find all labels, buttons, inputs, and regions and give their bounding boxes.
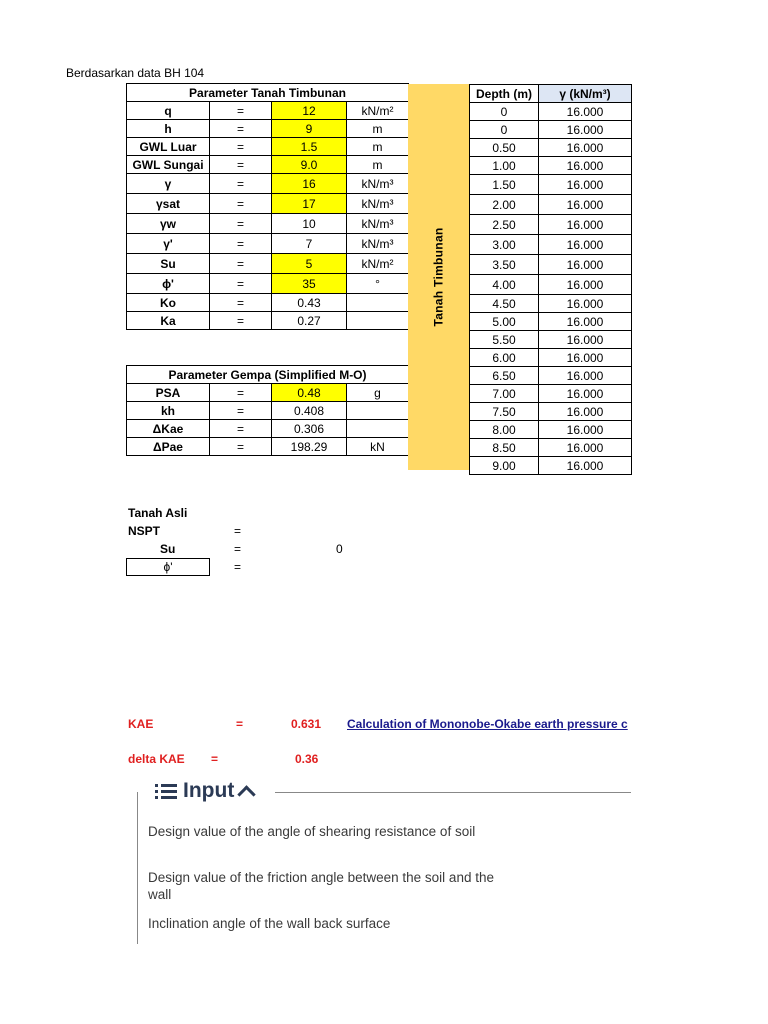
- param-name: GWL Luar: [127, 138, 210, 156]
- su-value: 0: [336, 542, 343, 556]
- param-value[interactable]: 9: [272, 120, 347, 138]
- gamma-cell: 16.000: [539, 235, 632, 255]
- table-row: [127, 420, 409, 438]
- gamma-cell: 16.000: [539, 139, 632, 157]
- param-value[interactable]: 5: [272, 254, 347, 274]
- gamma-cell: 16.000: [539, 121, 632, 139]
- input-item-shearing-angle: Design value of the angle of shearing resistance of soil: [148, 824, 476, 839]
- param-name: ΔKae: [127, 420, 210, 438]
- fill-band-label: [408, 84, 469, 470]
- param-value: 0.27: [272, 312, 347, 330]
- fill-label-text: Tanah Timbunan: [431, 227, 446, 327]
- param-unit: kN/m³: [347, 194, 409, 214]
- depth-cell: 3.00: [470, 235, 539, 255]
- param-value[interactable]: 1.5: [272, 138, 347, 156]
- table-row: [470, 295, 632, 313]
- param-name: Ko: [127, 294, 210, 312]
- table-row: [470, 367, 632, 385]
- phi-cell[interactable]: ϕ': [126, 558, 210, 576]
- param-name: ϕ': [127, 274, 210, 294]
- param-value[interactable]: 16: [272, 174, 347, 194]
- param-unit: [347, 294, 409, 312]
- depth-cell: 0: [470, 103, 539, 121]
- param-unit: kN/m³: [347, 214, 409, 234]
- gamma-cell: 16.000: [539, 175, 632, 195]
- param-unit: kN/m²: [347, 254, 409, 274]
- param-name: γ': [127, 234, 210, 254]
- param-unit: [347, 402, 409, 420]
- equals: =: [210, 384, 272, 402]
- depth-cell: 0: [470, 121, 539, 139]
- su-equals: =: [234, 542, 242, 556]
- param-name: γw: [127, 214, 210, 234]
- nspt-equals: =: [234, 524, 242, 538]
- table-row: [127, 194, 409, 214]
- param-value: 0.306: [272, 420, 347, 438]
- table-row: [470, 121, 632, 139]
- param-value: 7: [272, 234, 347, 254]
- depth-cell: 4.50: [470, 295, 539, 313]
- table-row: [127, 294, 409, 312]
- table-row: [127, 234, 409, 254]
- param-value[interactable]: 9.0: [272, 156, 347, 174]
- depth-cell: 8.50: [470, 439, 539, 457]
- param-unit: °: [347, 274, 409, 294]
- equals: =: [210, 254, 272, 274]
- param-unit: kN/m³: [347, 174, 409, 194]
- param-unit: [347, 420, 409, 438]
- input-panel-divider: [275, 792, 631, 793]
- depth-cell: 4.00: [470, 275, 539, 295]
- depth-cell: 6.50: [470, 367, 539, 385]
- gamma-cell: 16.000: [539, 421, 632, 439]
- equals: =: [210, 102, 272, 120]
- table-row: [127, 120, 409, 138]
- param-unit: [347, 312, 409, 330]
- param-value[interactable]: 35: [272, 274, 347, 294]
- depth-cell: 8.00: [470, 421, 539, 439]
- chevron-up-icon[interactable]: [238, 785, 256, 803]
- param-unit: m: [347, 120, 409, 138]
- list-icon: [155, 783, 177, 799]
- equals: =: [210, 174, 272, 194]
- table-row: [470, 331, 632, 349]
- param-value[interactable]: 12: [272, 102, 347, 120]
- param-unit: kN: [347, 438, 409, 456]
- gamma-cell: 16.000: [539, 313, 632, 331]
- gamma-cell: 16.000: [539, 331, 632, 349]
- delta-kae-equals: =: [211, 752, 219, 766]
- table-row: [470, 215, 632, 235]
- table-row: [470, 457, 632, 475]
- depth-cell: 2.00: [470, 195, 539, 215]
- param-name: Su: [127, 254, 210, 274]
- equals: =: [210, 312, 272, 330]
- table-row: [127, 254, 409, 274]
- delta-kae-value: 0.36: [295, 752, 319, 766]
- equals: =: [210, 274, 272, 294]
- param-value: 0.408: [272, 402, 347, 420]
- depth-cell: 2.50: [470, 215, 539, 235]
- param-name: PSA: [127, 384, 210, 402]
- param-name: GWL Sungai: [127, 156, 210, 174]
- table-row: [470, 139, 632, 157]
- equals: =: [210, 234, 272, 254]
- depth-cell: 1.50: [470, 175, 539, 195]
- table-row: [127, 274, 409, 294]
- kae-value: 0.631: [291, 717, 322, 731]
- table-row: [127, 214, 409, 234]
- nspt-label: NSPT: [128, 524, 161, 538]
- gamma-cell: 16.000: [539, 367, 632, 385]
- table-row: [470, 255, 632, 275]
- gamma-cell: 16.000: [539, 215, 632, 235]
- param-value[interactable]: 0.48: [272, 384, 347, 402]
- param-name: q: [127, 102, 210, 120]
- gamma-cell: 16.000: [539, 275, 632, 295]
- param-unit: g: [347, 384, 409, 402]
- param-value: 0.43: [272, 294, 347, 312]
- equals: =: [210, 156, 272, 174]
- param-unit: m: [347, 156, 409, 174]
- param-value: 198.29: [272, 438, 347, 456]
- table-row: [127, 384, 409, 402]
- kae-label: KAE: [128, 717, 154, 731]
- table-row: [127, 402, 409, 420]
- depth-cell: 5.00: [470, 313, 539, 331]
- equals: =: [210, 294, 272, 312]
- param-name: γ: [127, 174, 210, 194]
- gamma-col-header: γ (kN/m³): [539, 85, 632, 103]
- depth-cell: 5.50: [470, 331, 539, 349]
- gamma-cell: 16.000: [539, 157, 632, 175]
- table-row: [470, 235, 632, 255]
- equals: =: [210, 214, 272, 234]
- gamma-cell: 16.000: [539, 195, 632, 215]
- table-row: [470, 403, 632, 421]
- depth-table: [469, 84, 632, 475]
- table-row: [470, 175, 632, 195]
- gamma-cell: 16.000: [539, 103, 632, 121]
- depth-cell: 7.50: [470, 403, 539, 421]
- depth-cell: 1.00: [470, 157, 539, 175]
- table-row: [470, 313, 632, 331]
- table-row: [127, 156, 409, 174]
- equals: =: [210, 120, 272, 138]
- table-row: [470, 157, 632, 175]
- soil-table-header: Parameter Tanah Timbunan: [127, 84, 409, 102]
- quake-parameter-table: [126, 365, 409, 456]
- table-row: [470, 195, 632, 215]
- input-panel-header[interactable]: [155, 779, 259, 803]
- su-label: Su: [160, 542, 176, 556]
- equals: =: [210, 194, 272, 214]
- equals: =: [210, 420, 272, 438]
- param-name: ΔPae: [127, 438, 210, 456]
- tanah-asli-title: Tanah Asli: [128, 506, 188, 520]
- gamma-cell: 16.000: [539, 295, 632, 313]
- table-row: [127, 174, 409, 194]
- depth-cell: 9.00: [470, 457, 539, 475]
- table-row: [470, 385, 632, 403]
- equals: =: [210, 402, 272, 420]
- phi-equals: =: [234, 560, 242, 574]
- soil-parameter-table: [126, 83, 409, 330]
- mononobe-okabe-link[interactable]: Calculation of Mononobe-Okabe earth pressure c: [347, 717, 628, 731]
- quake-table-header: Parameter Gempa (Simplified M-O): [127, 366, 409, 384]
- delta-kae-label: delta KAE: [128, 752, 185, 766]
- param-name: Ka: [127, 312, 210, 330]
- input-heading: Input: [183, 779, 235, 802]
- page-title: Berdasarkan data BH 104: [66, 66, 205, 80]
- table-row: [470, 349, 632, 367]
- table-row: [127, 438, 409, 456]
- depth-cell: 3.50: [470, 255, 539, 275]
- table-row: [470, 421, 632, 439]
- param-unit: kN/m³: [347, 234, 409, 254]
- depth-col-header: Depth (m): [470, 85, 539, 103]
- param-unit: kN/m²: [347, 102, 409, 120]
- param-unit: m: [347, 138, 409, 156]
- depth-cell: 0.50: [470, 139, 539, 157]
- input-item-friction-angle: Design value of the friction angle between the soil and the wall: [148, 870, 494, 902]
- param-value[interactable]: 17: [272, 194, 347, 214]
- input-item-inclination-angle: Inclination angle of the wall back surface: [148, 916, 391, 931]
- equals: =: [210, 138, 272, 156]
- gamma-cell: 16.000: [539, 439, 632, 457]
- param-name: γsat: [127, 194, 210, 214]
- gamma-cell: 16.000: [539, 385, 632, 403]
- table-row: [470, 103, 632, 121]
- param-name: kh: [127, 402, 210, 420]
- depth-cell: 7.00: [470, 385, 539, 403]
- table-row: [127, 138, 409, 156]
- depth-cell: 6.00: [470, 349, 539, 367]
- param-name: h: [127, 120, 210, 138]
- table-row: [127, 102, 409, 120]
- table-row: [470, 275, 632, 295]
- gamma-cell: 16.000: [539, 403, 632, 421]
- gamma-cell: 16.000: [539, 349, 632, 367]
- kae-equals: =: [236, 717, 244, 731]
- param-value: 10: [272, 214, 347, 234]
- equals: =: [210, 438, 272, 456]
- gamma-cell: 16.000: [539, 457, 632, 475]
- gamma-cell: 16.000: [539, 255, 632, 275]
- table-row: [470, 439, 632, 457]
- table-row: [127, 312, 409, 330]
